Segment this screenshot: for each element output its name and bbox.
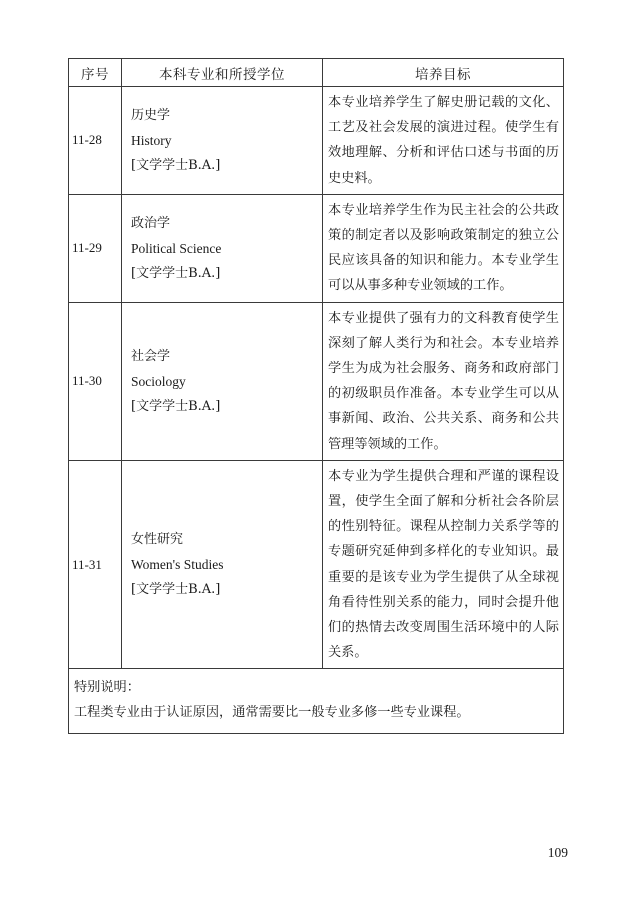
major-name-cn: 社会学 (131, 348, 171, 364)
goal-cell (323, 302, 564, 460)
goal-text: 本专业提供了强有力的文科教育使学生深刻了解人类行为和社会。本专业培养学生为成为社会服务、商务和政府部门的初级职员作准备。本专业学生可以从事新闻、政治、公共关系、商务和公共管理等领域的工作。 (328, 310, 559, 452)
major-cell (122, 302, 323, 460)
note-title: 特别说明： (74, 680, 140, 696)
major-name-cn: 女性研究 (131, 532, 184, 548)
major-name-en: Women's Studies (131, 557, 224, 573)
page-number: 109 (547, 845, 568, 860)
major-name-cn: 政治学 (131, 215, 171, 231)
note-cell (69, 669, 564, 734)
row-number: 11-29 (69, 194, 122, 302)
major-name-en: Sociology (131, 373, 186, 389)
table-body (69, 87, 564, 734)
row-number: 11-31 (69, 460, 122, 669)
table-row (69, 302, 564, 460)
major-cell (122, 460, 323, 669)
table-row (69, 460, 564, 669)
goal-text: 本专业培养学生了解史册记载的文化、工艺及社会发展的演进过程。使学生有效地理解、分析和评估口述与书面的历史史料。 (328, 95, 559, 186)
degree-label: [文学学士B.A.] (131, 265, 221, 281)
table-row (69, 194, 564, 302)
column-header-goal: 培养目标 (323, 59, 564, 87)
column-header-major: 本科专业和所授学位 (122, 59, 323, 87)
major-name-en: History (131, 132, 172, 148)
degree-label: [文学学士B.A.] (131, 582, 221, 598)
goal-text: 本专业为学生提供合理和严谨的课程设置，使学生全面了解和分析社会各阶层的性别特征。课程从控制力关系学等的专题研究延伸到多样化的专业知识。最重要的是该专业为学生提供了从全球视角看待性别关系的能力，同时会提升他们的热情去改变周围生活环境中的人际关系。 (328, 468, 559, 661)
degree-label: [文学学士B.A.] (131, 157, 221, 173)
row-number: 11-30 (69, 302, 122, 460)
degree-label: [文学学士B.A.] (131, 398, 221, 414)
goal-cell (323, 87, 564, 195)
major-cell (122, 87, 323, 195)
row-number: 11-28 (69, 87, 122, 195)
table-header (69, 59, 564, 87)
major-cell (122, 194, 323, 302)
goal-cell (323, 460, 564, 669)
table-row (69, 87, 564, 195)
goal-text: 本专业培养学生作为民主社会的公共政策的制定者以及影响政策制定的独立公民应该具备的知识和能力。本专业学生可以从事多种专业领域的工作。 (328, 202, 559, 294)
goal-cell (323, 194, 564, 302)
column-header-no: 序号 (69, 59, 122, 87)
table-note-row (69, 669, 564, 734)
major-name-en: Political Science (131, 240, 222, 256)
note-body: 工程类专业由于认证原因，通常需要比一般专业多修一些专业课程。 (74, 705, 470, 721)
major-name-cn: 历史学 (131, 107, 171, 123)
majors-table (68, 58, 564, 734)
table-header-row (69, 59, 564, 87)
